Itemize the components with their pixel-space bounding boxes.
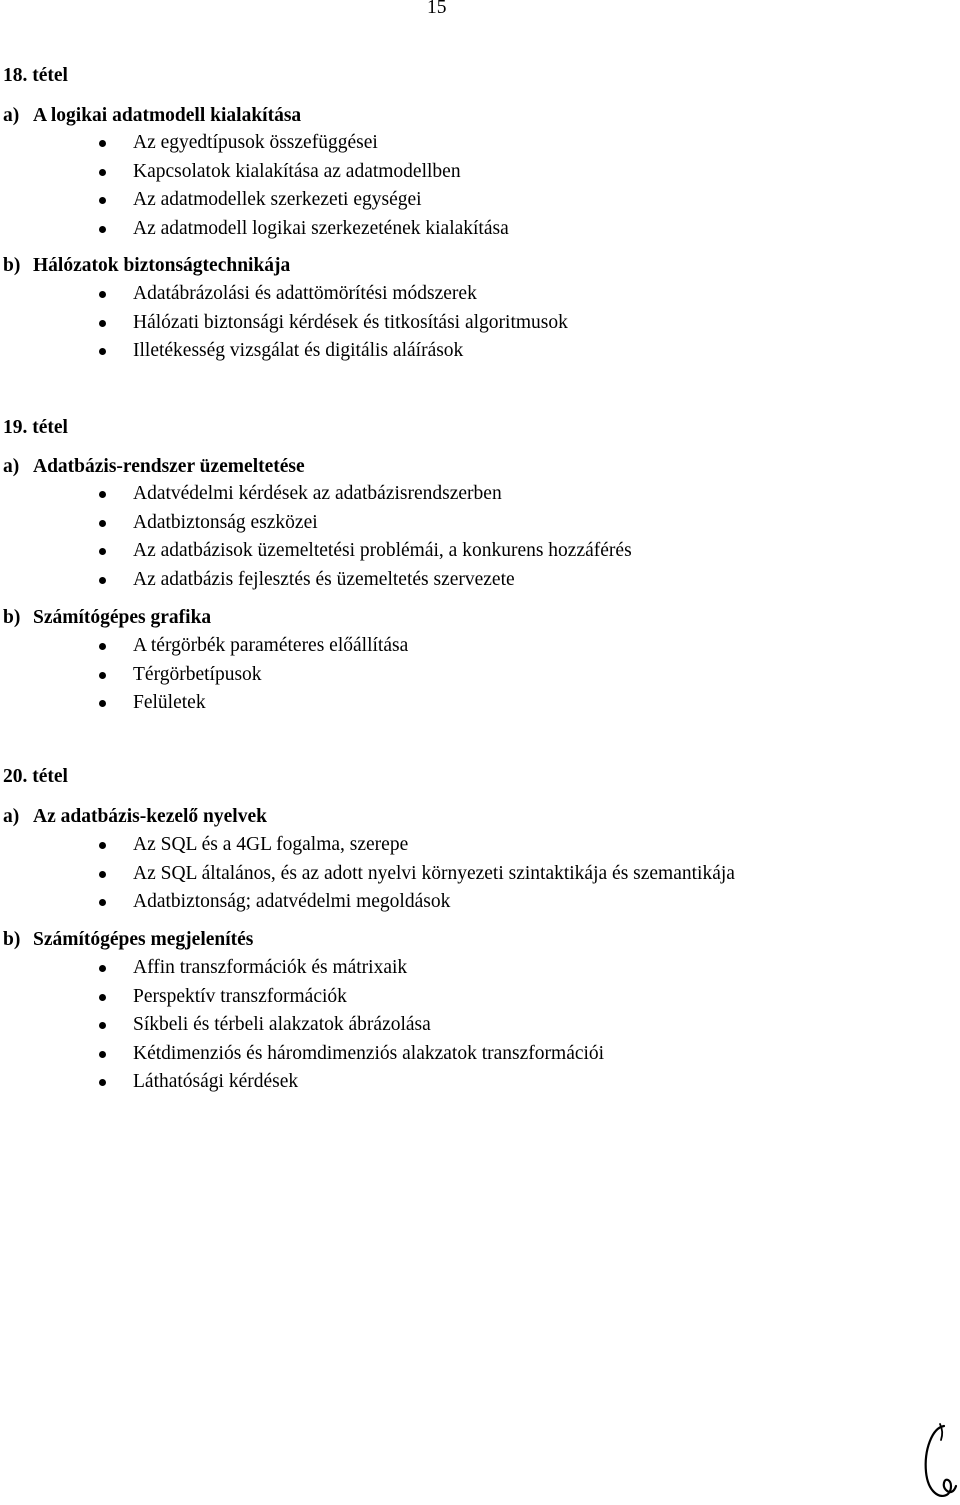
list-item — [0, 160, 509, 189]
section-heading: 18. tétel — [3, 65, 68, 86]
topic-heading — [3, 928, 253, 952]
list-item — [0, 217, 509, 246]
bullet-icon — [99, 842, 106, 849]
topic-item-list — [0, 482, 632, 596]
bullet-icon — [99, 672, 106, 679]
list-item-text: Az adatbázisok üzemeltetési problémái, a konkurens hozzáférés — [133, 540, 632, 561]
list-item-text: A térgörbék paraméteres előállítása — [133, 635, 409, 656]
list-item-text: Az egyedtípusok összefüggései — [133, 132, 378, 153]
list-item — [0, 1070, 604, 1099]
list-item — [0, 311, 568, 340]
list-item-text: Affin transzformációk és mátrixaik — [133, 957, 408, 978]
topic-title: Hálózatok biztonságtechnikája — [33, 255, 291, 276]
bullet-icon — [99, 226, 106, 233]
list-item — [0, 482, 632, 511]
bullet-icon — [99, 169, 106, 176]
list-item-text: Adatbiztonság; adatvédelmi megoldások — [133, 891, 451, 912]
list-item-text: Kapcsolatok kialakítása az adatmodellben — [133, 160, 461, 182]
list-item-text: Az adatmodellek szerkezeti egységei — [133, 189, 422, 210]
topic-letter: a) — [3, 456, 20, 477]
bullet-icon — [99, 548, 106, 555]
list-item — [0, 956, 604, 985]
bullet-icon — [99, 994, 106, 1001]
topic-letter: b) — [3, 255, 21, 276]
section-heading: 19. tétel — [3, 417, 68, 438]
list-item-text: Az adatmodell logikai szerkezetének kialakítása — [133, 217, 509, 239]
topic-heading — [3, 606, 211, 630]
bullet-icon — [99, 140, 106, 147]
bullet-icon — [99, 491, 106, 498]
bullet-icon — [99, 348, 106, 355]
topic-letter: a) — [3, 806, 20, 827]
list-item-text: Az SQL és a 4GL fogalma, szerepe — [133, 834, 409, 855]
topic-letter: b) — [3, 929, 21, 950]
bullet-icon — [99, 899, 106, 906]
list-item — [0, 188, 509, 217]
bullet-icon — [99, 965, 106, 972]
list-item-text: Hálózati biztonsági kérdések és titkosítási algoritmusok — [133, 311, 568, 333]
list-item-text: Kétdimenziós és háromdimenziós alakzatok transzformációi — [133, 1042, 605, 1064]
topic-title: Számítógépes grafika — [33, 607, 212, 628]
bullet-icon — [99, 320, 106, 327]
topic-item-list — [0, 956, 604, 1099]
list-item — [0, 539, 632, 568]
topic-item-list — [0, 131, 509, 245]
list-item-text: Perspektív transzformációk — [133, 985, 347, 1007]
list-item-text: Síkbeli és térbeli alakzatok ábrázolása — [133, 1014, 431, 1035]
list-item — [0, 282, 568, 311]
handwritten-signature — [918, 1420, 958, 1504]
bullet-icon — [99, 643, 106, 650]
list-item — [0, 985, 604, 1014]
topic-letter: b) — [3, 607, 21, 628]
list-item — [0, 634, 408, 663]
bullet-icon — [99, 700, 106, 707]
topic-heading — [3, 104, 301, 128]
topic-title: A logikai adatmodell kialakítása — [33, 105, 302, 126]
list-item — [0, 833, 735, 862]
list-item-text: Adatbiztonság eszközei — [133, 511, 318, 533]
list-item — [0, 862, 735, 891]
bullet-icon — [99, 871, 106, 878]
list-item — [0, 511, 632, 540]
list-item — [0, 663, 408, 692]
page-number: 15 — [427, 0, 447, 18]
topic-item-list — [0, 833, 735, 919]
list-item — [0, 131, 509, 160]
topic-heading — [3, 805, 267, 829]
bullet-icon — [99, 577, 106, 584]
bullet-icon — [99, 520, 106, 527]
list-item — [0, 339, 568, 368]
topic-heading — [3, 455, 305, 479]
bullet-icon — [99, 291, 106, 298]
bullet-icon — [99, 1022, 106, 1029]
list-item-text: Az adatbázis fejlesztés és üzemeltetés szervezete — [133, 568, 515, 590]
list-item-text: Láthatósági kérdések — [133, 1071, 299, 1092]
topic-letter: a) — [3, 105, 20, 126]
list-item-text: Az SQL általános, és az adott nyelvi környezeti szintaktikája és szemantikája — [133, 862, 735, 884]
topic-item-list — [0, 282, 568, 368]
bullet-icon — [99, 1079, 106, 1086]
bullet-icon — [99, 1051, 106, 1058]
list-item — [0, 1013, 604, 1042]
list-item-text: Illetékesség vizsgálat és digitális aláírások — [133, 340, 464, 361]
topic-title: Adatbázis-rendszer üzemeltetése — [33, 456, 305, 477]
topic-title: Az adatbázis-kezelő nyelvek — [33, 806, 267, 827]
topic-title: Számítógépes megjelenítés — [33, 929, 254, 950]
list-item — [0, 691, 408, 720]
list-item-text: Felületek — [133, 692, 206, 713]
topic-item-list — [0, 634, 408, 720]
list-item-text: Térgörbetípusok — [133, 663, 262, 685]
list-item — [0, 568, 632, 597]
section-heading: 20. tétel — [3, 766, 68, 787]
topic-heading — [3, 254, 290, 278]
list-item-text: Adatábrázolási és adattömörítési módszerek — [133, 283, 477, 304]
list-item-text: Adatvédelmi kérdések az adatbázisrendszerben — [133, 483, 502, 504]
list-item — [0, 1042, 604, 1071]
bullet-icon — [99, 197, 106, 204]
list-item — [0, 890, 735, 919]
